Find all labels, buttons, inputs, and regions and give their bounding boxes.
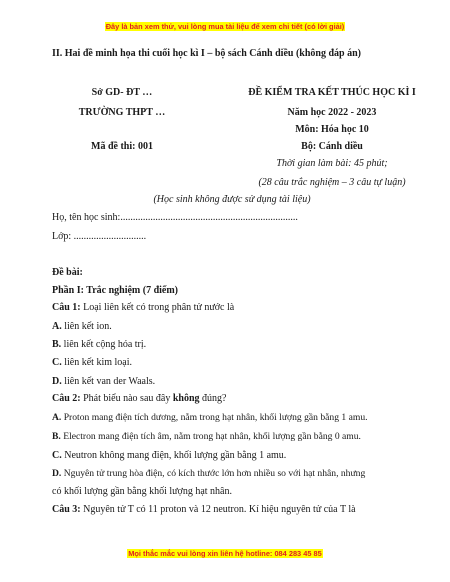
exam-heading: Đề bài: <box>52 267 83 278</box>
question-2-text-before: Phát biểu nào sau đây <box>80 393 173 404</box>
question-2-label: Câu 2: <box>52 393 81 404</box>
option-text: Proton mang điện tích dương, nằm trong hạt nhân, khối lượng gần bằng 1 amu. <box>61 412 368 423</box>
q2-option-b <box>52 431 361 442</box>
bottom-banner-text: Mọi thắc mắc vui lòng xin liên hệ hotline: 084 283 45 85 <box>128 549 322 558</box>
header-dept: Sở GD- ĐT … <box>91 87 153 98</box>
option-key: B. <box>52 431 61 442</box>
header-book: Bộ: Cánh diều <box>301 141 363 152</box>
option-text: liên kết van der Waals. <box>61 376 156 387</box>
top-banner-text: Đây là bản xem thử, vui lòng mua tài liệu để xem chi tiết (có lời giải) <box>105 22 345 31</box>
top-preview-banner <box>0 22 450 31</box>
header-exam-code: Mã đề thi: 001 <box>91 141 153 152</box>
option-key: A. <box>52 321 62 332</box>
question-2-text-after: đúng? <box>199 393 227 404</box>
q2-option-d <box>52 468 365 479</box>
q2-option-a <box>52 412 368 423</box>
option-key: D. <box>52 468 62 479</box>
student-name-line: Họ, tên học sinh:....................................................................... <box>52 212 298 223</box>
question-3-label: Câu 3: <box>52 504 81 515</box>
question-2-emphasis: không <box>172 393 200 404</box>
question-3 <box>52 504 356 515</box>
question-3-text: Nguyên tử T có 11 proton và 12 neutron. Kí hiệu nguyên tử của T là <box>80 504 356 515</box>
header-school-year: Năm học 2022 - 2023 <box>287 107 377 118</box>
option-text: liên kết cộng hóa trị. <box>61 339 147 350</box>
option-key: C. <box>52 450 62 461</box>
option-text: Neutron không mang điện, khối lượng gần bằng 1 amu. <box>61 450 287 461</box>
option-key: B. <box>52 339 62 350</box>
question-1 <box>52 302 234 313</box>
header-exam-format: (28 câu trắc nghiệm – 3 câu tự luận) <box>258 177 406 188</box>
option-text: Nguyên tử trung hòa điện, có kích thước lớn hơn nhiều so với hạt nhân, nhưng <box>61 468 366 479</box>
option-key: C. <box>52 357 62 368</box>
question-1-text: Loại liên kết có trong phân tử nước là <box>80 302 235 313</box>
question-2 <box>52 393 226 404</box>
question-1-label: Câu 1: <box>52 302 81 313</box>
header-exam-title: ĐỀ KIỂM TRA KẾT THÚC HỌC KÌ I <box>248 87 416 98</box>
part1-heading: Phần I: Trắc nghiệm (7 điểm) <box>52 285 179 296</box>
bottom-hotline-banner <box>0 549 450 558</box>
option-key: D. <box>52 376 62 387</box>
option-text: liên kết ion. <box>61 321 112 332</box>
q2-option-d-continuation: có khối lượng gần bằng khối lượng hạt nhân. <box>52 486 232 497</box>
student-class-line: Lớp: ............................. <box>52 231 147 242</box>
section-title: II. Hai đề minh họa thi cuối học kì I – bộ sách Cánh diều (không đáp án) <box>52 48 361 59</box>
header-school: TRƯỜNG THPT … <box>78 107 166 118</box>
header-subject: Môn: Hóa học 10 <box>295 124 369 135</box>
option-text: Electron mang điện tích âm, nằm trong hạt nhân, khối lượng gần bằng 0 amu. <box>60 431 361 442</box>
option-key: A. <box>52 412 62 423</box>
option-text: liên kết kim loại. <box>61 357 132 368</box>
q2-option-c <box>52 450 286 461</box>
header-note: (Học sinh không được sử dụng tài liệu) <box>153 194 311 205</box>
q1-option-c <box>52 357 132 368</box>
header-time-limit: Thời gian làm bài: 45 phút; <box>276 158 388 169</box>
q1-option-d <box>52 376 155 387</box>
q1-option-a <box>52 321 112 332</box>
q1-option-b <box>52 339 146 350</box>
